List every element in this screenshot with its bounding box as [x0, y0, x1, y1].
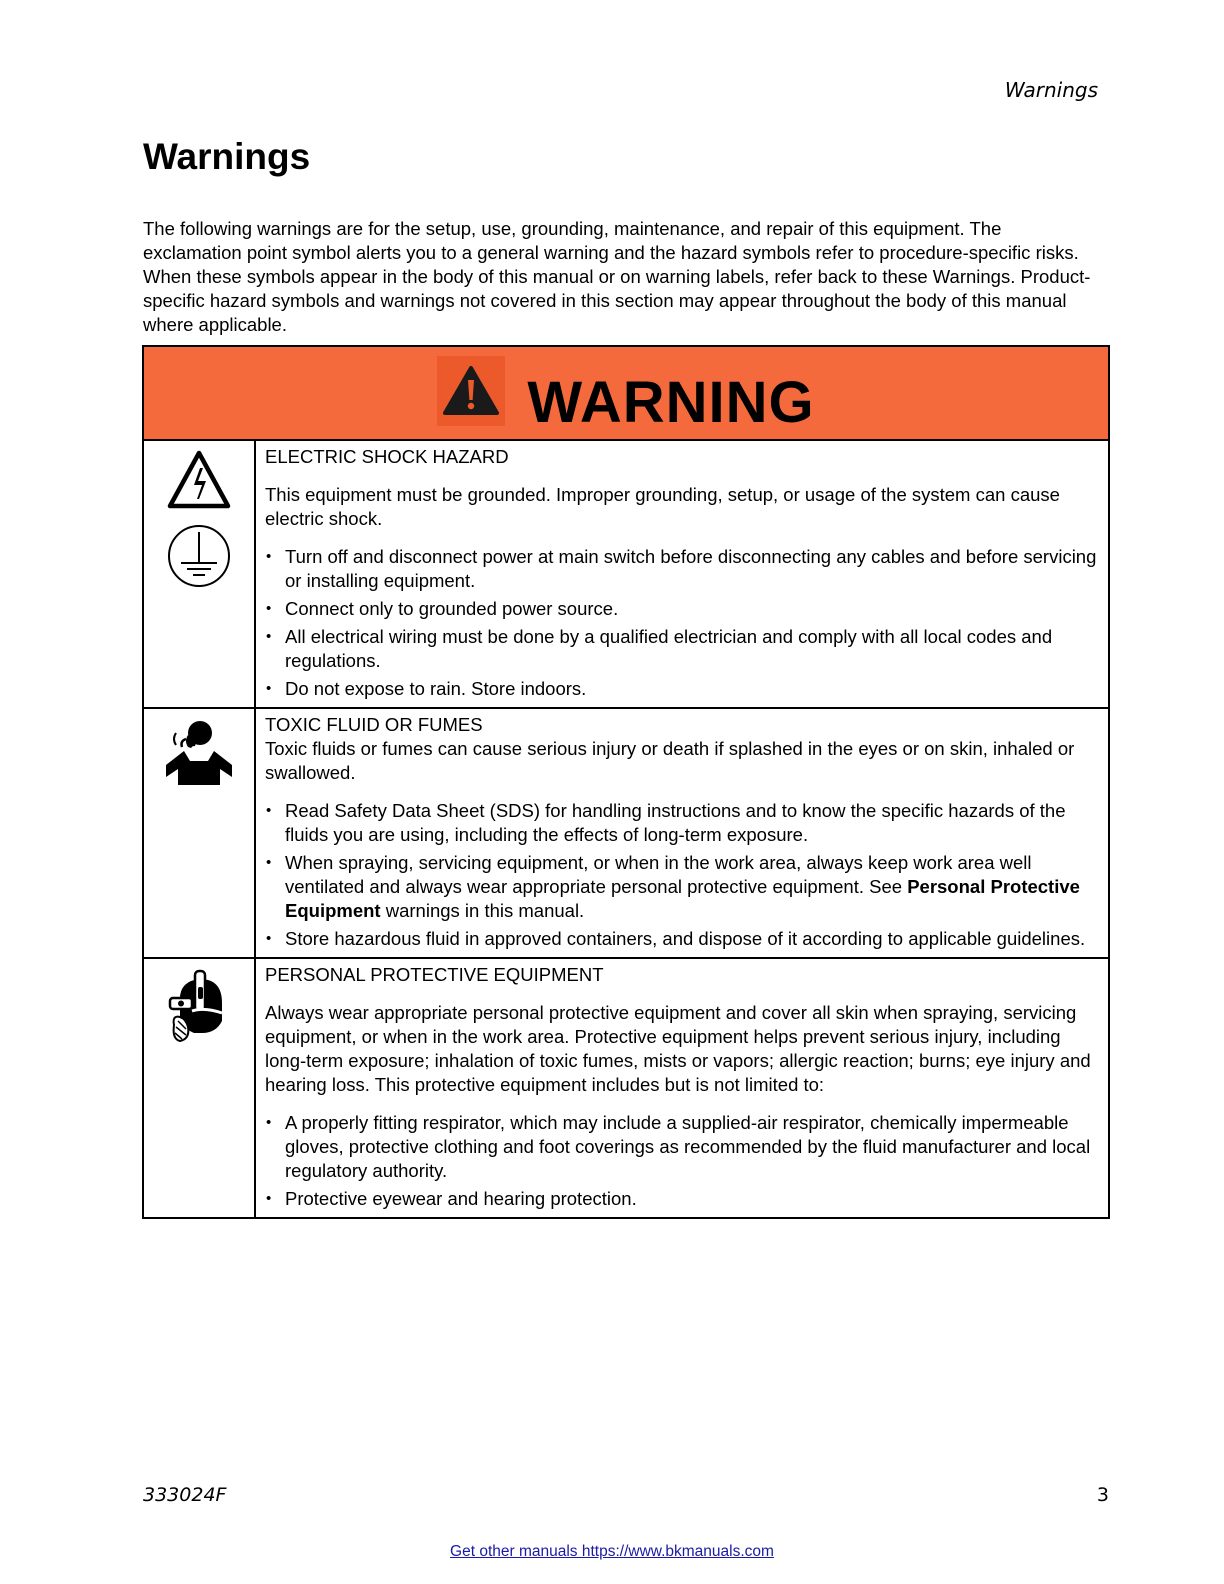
warning-banner [144, 347, 1108, 441]
section-title: ELECTRIC SHOCK HAZARD [265, 446, 509, 467]
running-header: Warnings [1004, 78, 1098, 102]
warning-text [256, 959, 1108, 1217]
list-item: • Read Safety Data Sheet (SDS) for handling instructions and to know the specific hazards of the fluids you are using, including the effects of long-term exposure. [265, 799, 1100, 847]
ppe-icon [168, 969, 230, 1043]
section-title: TOXIC FLUID OR FUMES [265, 714, 483, 735]
bullet-text: warnings in this manual. [380, 900, 585, 921]
list-item: • All electrical wiring must be done by a qualified electrician and comply with all local codes and regulations. [265, 625, 1100, 673]
electric-shock-icon [166, 449, 232, 511]
section-title: PERSONAL PROTECTIVE EQUIPMENT [265, 964, 604, 985]
icon-cell [144, 709, 256, 957]
toxic-fumes-icon [164, 719, 234, 787]
bullet-list [265, 1111, 1100, 1211]
ground-icon [166, 523, 232, 589]
warning-label: WARNING [527, 369, 815, 435]
list-item: • Turn off and disconnect power at main switch before disconnecting any cables and before servicing or installing equipment. [265, 545, 1100, 593]
bullet-list [265, 545, 1100, 701]
list-item: • Store hazardous fluid in approved containers, and dispose of it according to applicable guidelines. [265, 927, 1100, 951]
list-item: • A properly fitting respirator, which may include a supplied-air respirator, chemically impermeable gloves, protective clothing and foot coverings as recommended by the fluid manufacturer and local regulatory authority. [265, 1111, 1100, 1183]
warning-text [256, 441, 1108, 707]
manuals-link[interactable]: Get other manuals https://www.bkmanuals.com [450, 1543, 774, 1560]
icon-cell [144, 959, 256, 1217]
document-number: 333024F [143, 1484, 227, 1506]
list-item [265, 851, 1100, 923]
warning-row-electric-shock [144, 441, 1108, 709]
list-item: • Do not expose to rain. Store indoors. [265, 677, 1100, 701]
section-body: Always wear appropriate personal protective equipment and cover all skin when spraying, servicing equipment, or when in the work area. Protective equipment helps prevent serious injury, including long-term exposure; inhalation of toxic fumes, mists or vapors; allergic reaction; burns; eye injury and hearing loss. This protective equipment includes but is not limited to: [265, 1002, 1091, 1095]
list-item: • Connect only to grounded power source. [265, 597, 1100, 621]
ppe-reference: Personal Protective Equipment [285, 876, 1080, 921]
warning-row-toxic-fluid [144, 709, 1108, 959]
section-body: This equipment must be grounded. Improper grounding, setup, or usage of the system can cause electric shock. [265, 484, 1060, 529]
bullet-text: When spraying, servicing equipment, or when in the work area, always keep work area well ventilated and always wear appropriate personal protective equipment. See [285, 852, 1032, 897]
warning-row-ppe [144, 959, 1108, 1217]
exclamation-warning-icon [437, 356, 505, 426]
page-title: Warnings [143, 136, 311, 177]
bullet-list [265, 799, 1100, 951]
warning-text [256, 709, 1108, 957]
icon-cell [144, 441, 256, 707]
section-body: Toxic fluids or fumes can cause serious injury or death if splashed in the eyes or on skin, inhaled or swallowed. [265, 738, 1075, 783]
list-item: • Protective eyewear and hearing protection. [265, 1187, 1100, 1211]
page-number: 3 [1096, 1484, 1109, 1506]
intro-paragraph: The following warnings are for the setup, use, grounding, maintenance, and repair of this equipment. The exclamation point symbol alerts you to a general warning and the hazard symbols refer to procedure-specific risks. When these symbols appear in the body of this manual or on warning labels, refer back to these Warnings. Product-specific hazard symbols and warnings not covered in this section may appear throughout the body of this manual where applicable. [143, 218, 1091, 335]
warning-table [142, 345, 1110, 1219]
